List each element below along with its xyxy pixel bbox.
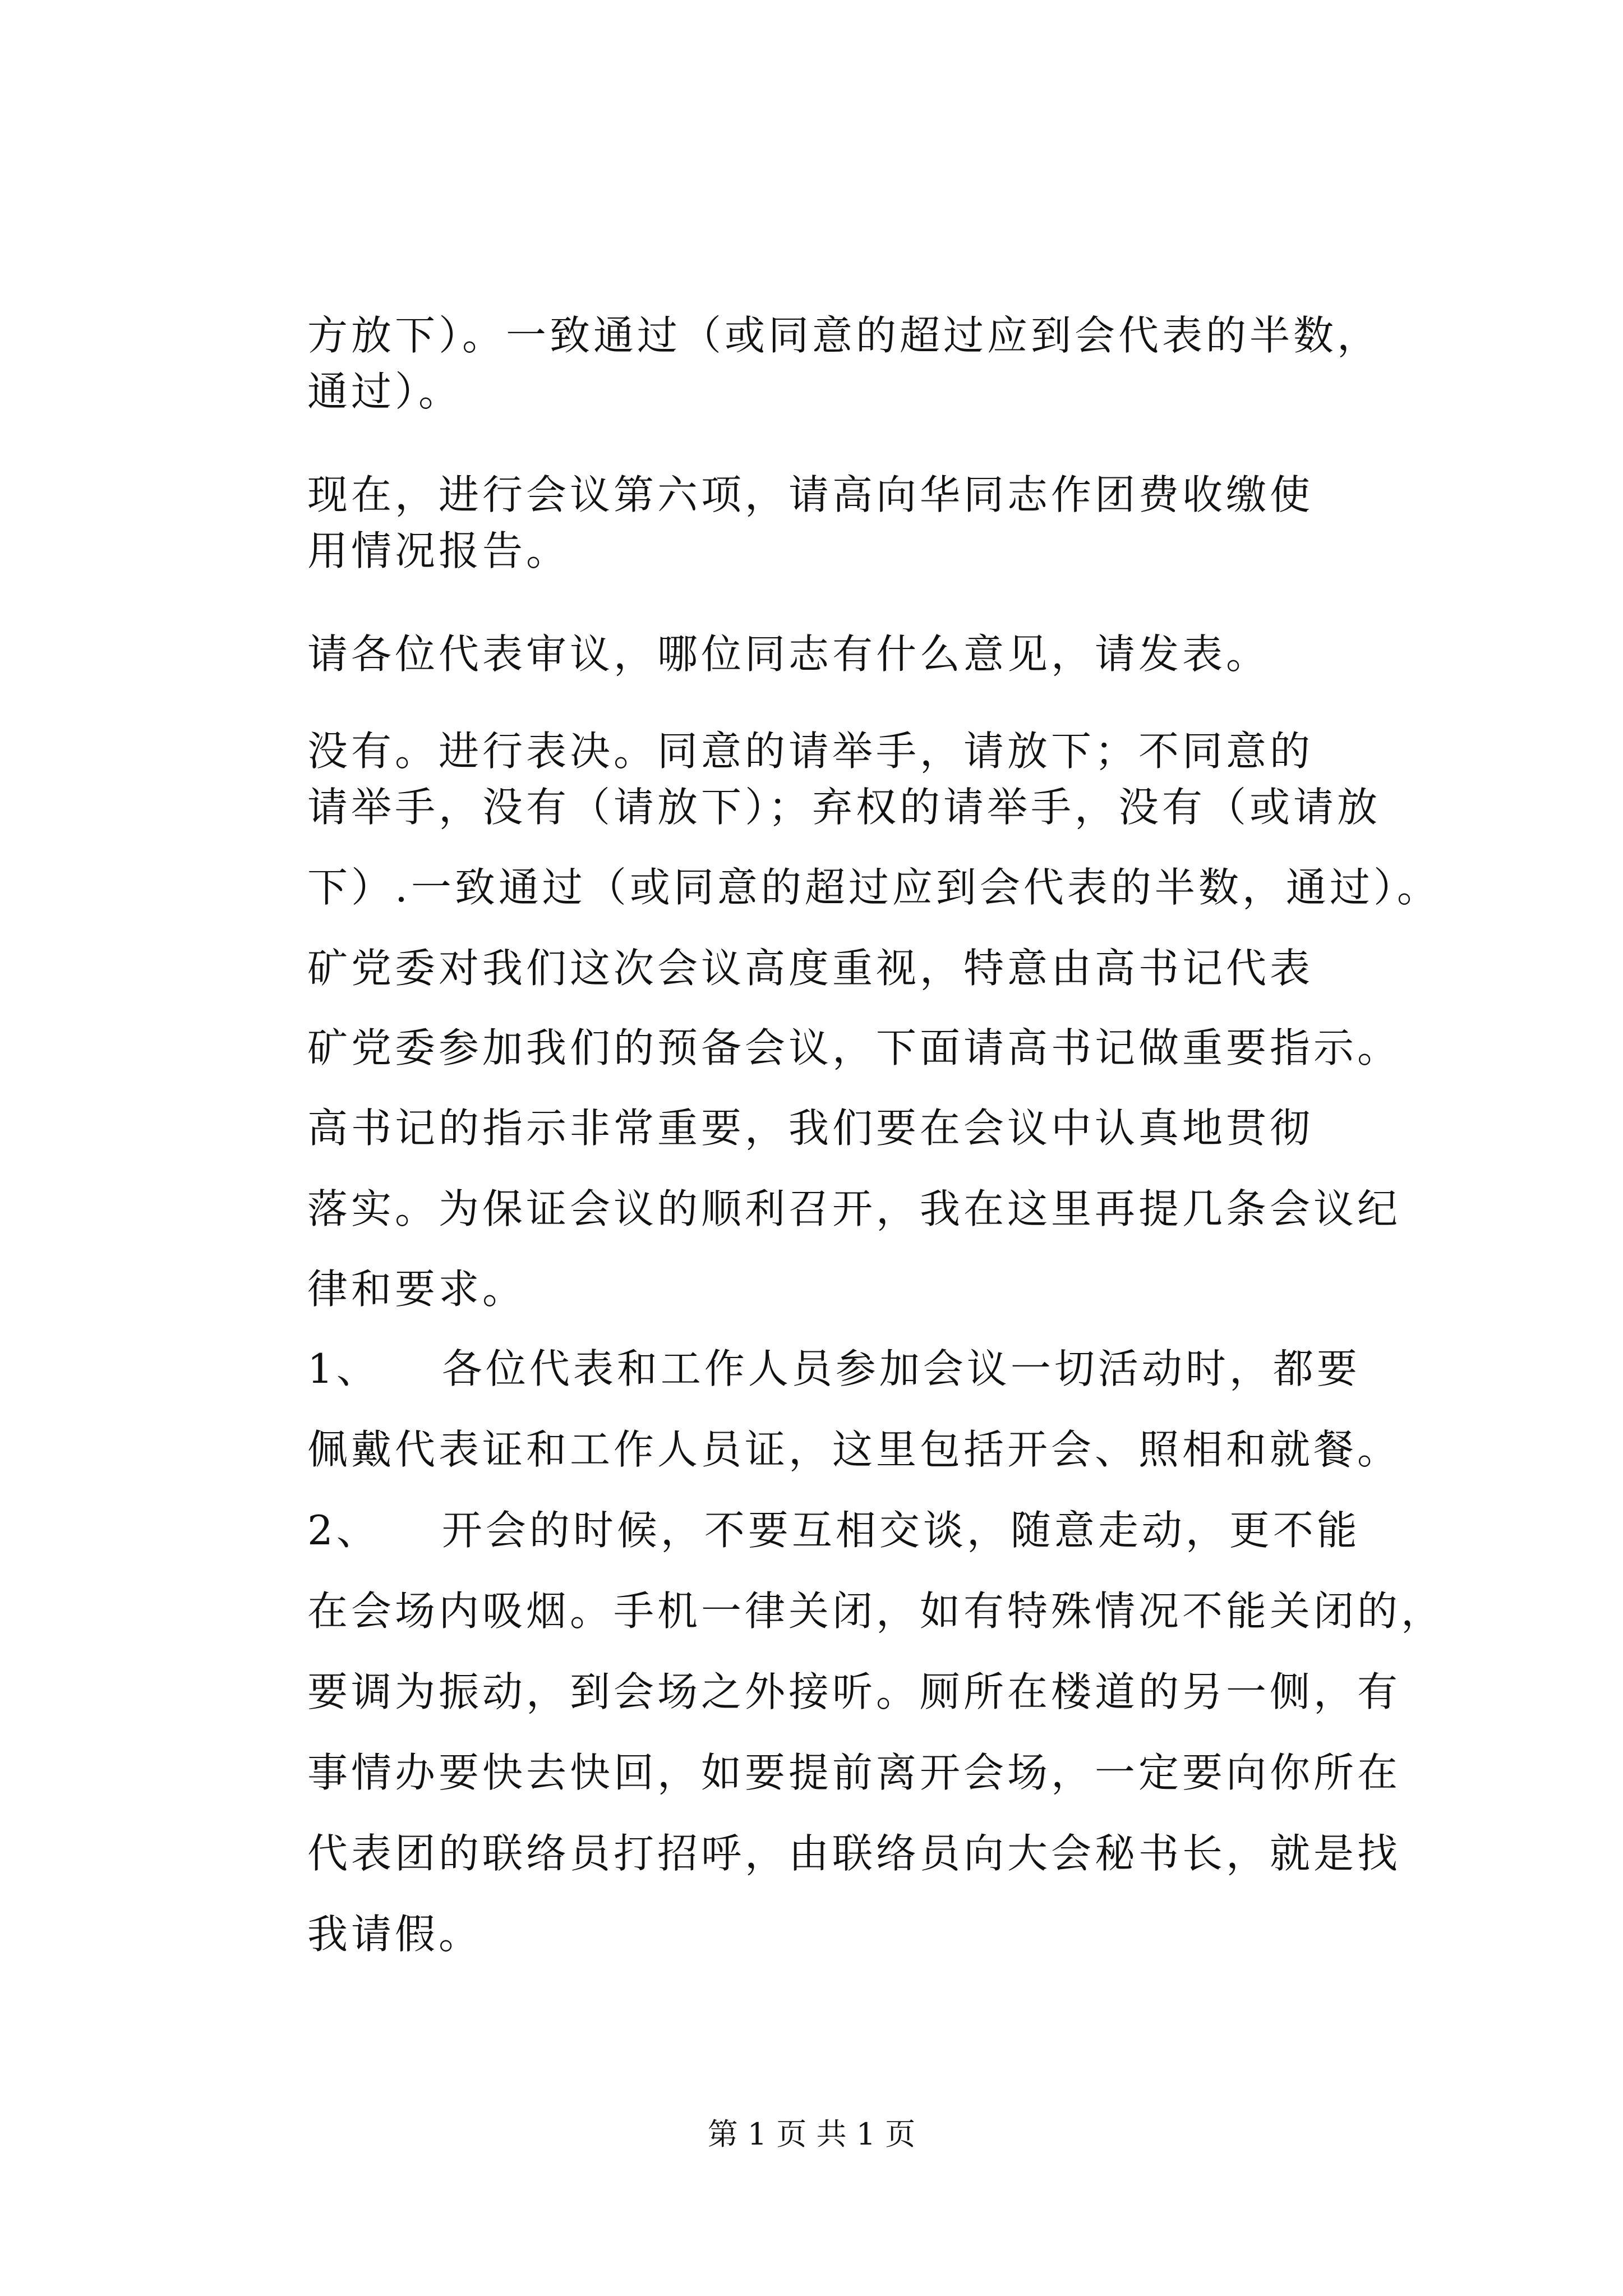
- list-item-text: 开会的时候，不要互相交谈，随意走动，更不能: [441, 1507, 1361, 1554]
- text-line: 佩戴代表证和工作人员证，这里包括开会、照相和就餐。: [307, 1426, 1401, 1473]
- text-line: 要调为振动，到会场之外接听。厕所在楼道的另一侧，有: [307, 1668, 1401, 1715]
- text-line: 高书记的指示非常重要，我们要在会议中认真地贯彻: [307, 1105, 1314, 1152]
- text-line: 事情办要快去快回，如要提前离开会场，一定要向你所在: [307, 1749, 1401, 1796]
- list-item: [307, 1341, 1361, 1397]
- list-item: [307, 1502, 1361, 1558]
- text-line: 用情况报告。: [307, 527, 570, 574]
- text-line: 落实。为保证会议的顺利召开，我在这里再提几条会议纪: [307, 1185, 1401, 1232]
- text-line: 请各位代表审议，哪位同志有什么意见，请发表。: [307, 631, 1270, 678]
- text-line: 矿党委对我们这次会议高度重视，特意由高书记代表: [307, 945, 1314, 992]
- list-item-number: 2、: [307, 1507, 380, 1554]
- text-line: 代表团的联络员打招呼，由联络员向大会秘书长，就是找: [307, 1830, 1401, 1877]
- page-footer: 第 1 页 共 1 页: [707, 2116, 916, 2152]
- text-line: 我请假。: [307, 1911, 483, 1958]
- text-line: 在会场内吸烟。手机一律关闭，如有特殊情况不能关闭的，: [307, 1588, 1445, 1635]
- text-line: 请举手，没有（请放下）；弃权的请举手，没有（或请放: [307, 784, 1381, 831]
- text-line: 下）.一致通过（或同意的超过应到会代表的半数，通过）。: [307, 864, 1441, 911]
- text-line: 律和要求。: [307, 1266, 527, 1313]
- list-item-text: 各位代表和工作人员参加会议一切活动时，都要: [441, 1345, 1361, 1392]
- text-line: 没有。进行表决。同意的请举手，请放下；不同意的: [307, 728, 1314, 775]
- list-item-number: 1、: [307, 1345, 380, 1392]
- text-line: 现在，进行会议第六项，请高向华同志作团费收缴使: [307, 471, 1314, 518]
- text-line: 矿党委参加我们的预备会议，下面请高书记做重要指示。: [307, 1024, 1401, 1071]
- text-line: 通过）。: [307, 368, 463, 415]
- text-line: 方放下）。一致通过（或同意的超过应到会代表的半数，: [307, 312, 1381, 359]
